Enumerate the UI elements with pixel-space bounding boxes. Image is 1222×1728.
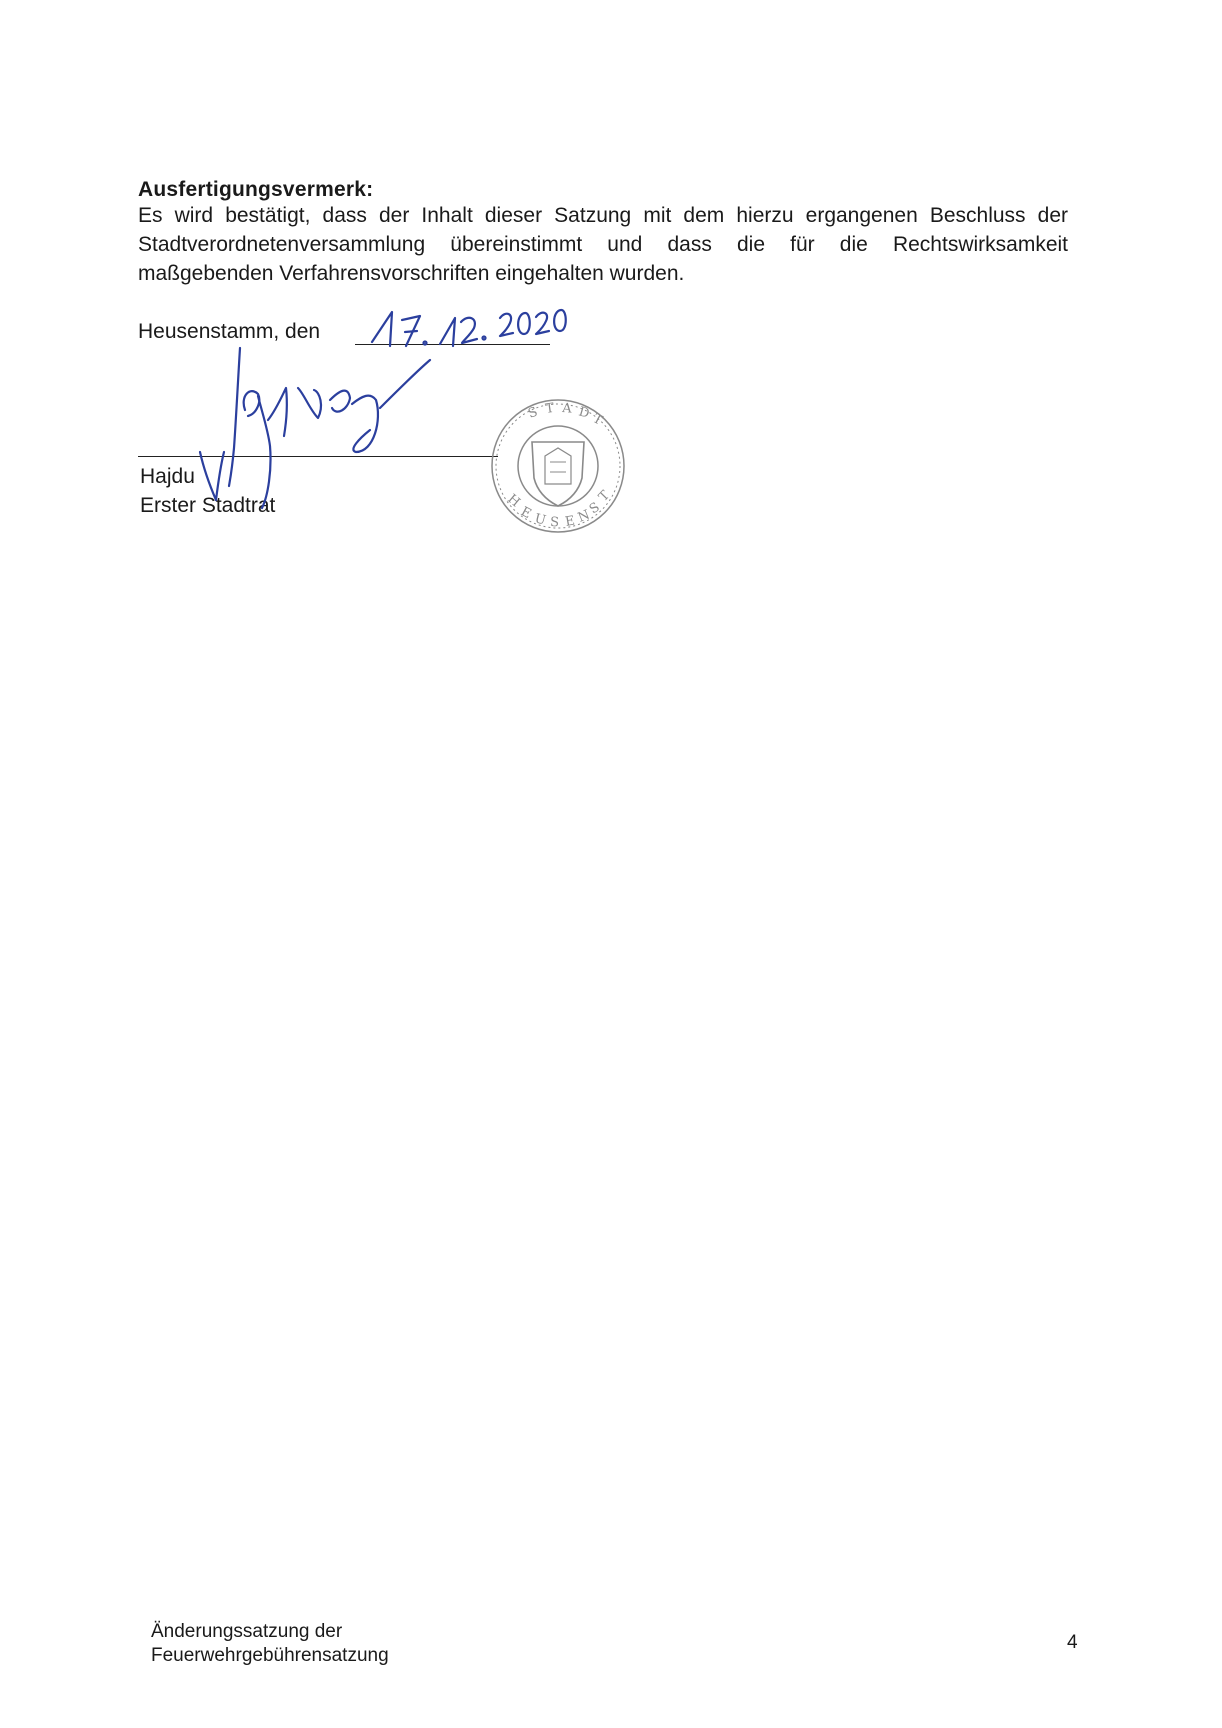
svg-text:T: T (596, 488, 613, 505)
svg-text:A: A (561, 401, 573, 417)
signatory-name: Hajdu (140, 465, 195, 488)
svg-text:S: S (586, 499, 603, 518)
svg-text:T: T (590, 411, 605, 429)
svg-text:D: D (576, 404, 592, 422)
section-heading: Ausfertigungsvermerk: (138, 178, 374, 201)
date-line (355, 344, 550, 345)
signatory-title: Erster Stadtrat (140, 494, 276, 517)
svg-text:E: E (518, 504, 534, 522)
svg-text:S: S (549, 515, 560, 531)
svg-text:E: E (564, 513, 577, 530)
official-seal (492, 400, 624, 532)
page-number: 4 (1067, 1632, 1078, 1653)
place-label: Heusenstamm, den (138, 320, 321, 343)
handwritten-signature (200, 348, 430, 508)
signature-area (0, 0, 1222, 620)
svg-text:N: N (575, 507, 593, 526)
footer-document-title (151, 1620, 389, 1668)
signature-line (138, 456, 498, 457)
svg-text:H: H (504, 491, 523, 511)
handwritten-date (372, 310, 566, 346)
svg-text:T: T (544, 400, 556, 417)
svg-text:S: S (526, 404, 540, 422)
footer-title-line-1: Änderungssatzung der (151, 1621, 343, 1642)
footer-title-line-2: Feuerwehrgebührensatzung (151, 1645, 389, 1666)
svg-text:U: U (533, 511, 548, 529)
confirmation-text: Es wird bestätigt, dass der Inhalt dieser Satzung mit dem hierzu ergangenen Beschluss der Stadtverordnetenversammlung übereinstimmt und dass die für die Rechtswirksamkeit maßgebenden Verfahrensvorschriften eingehalten wurden. (138, 204, 1068, 285)
